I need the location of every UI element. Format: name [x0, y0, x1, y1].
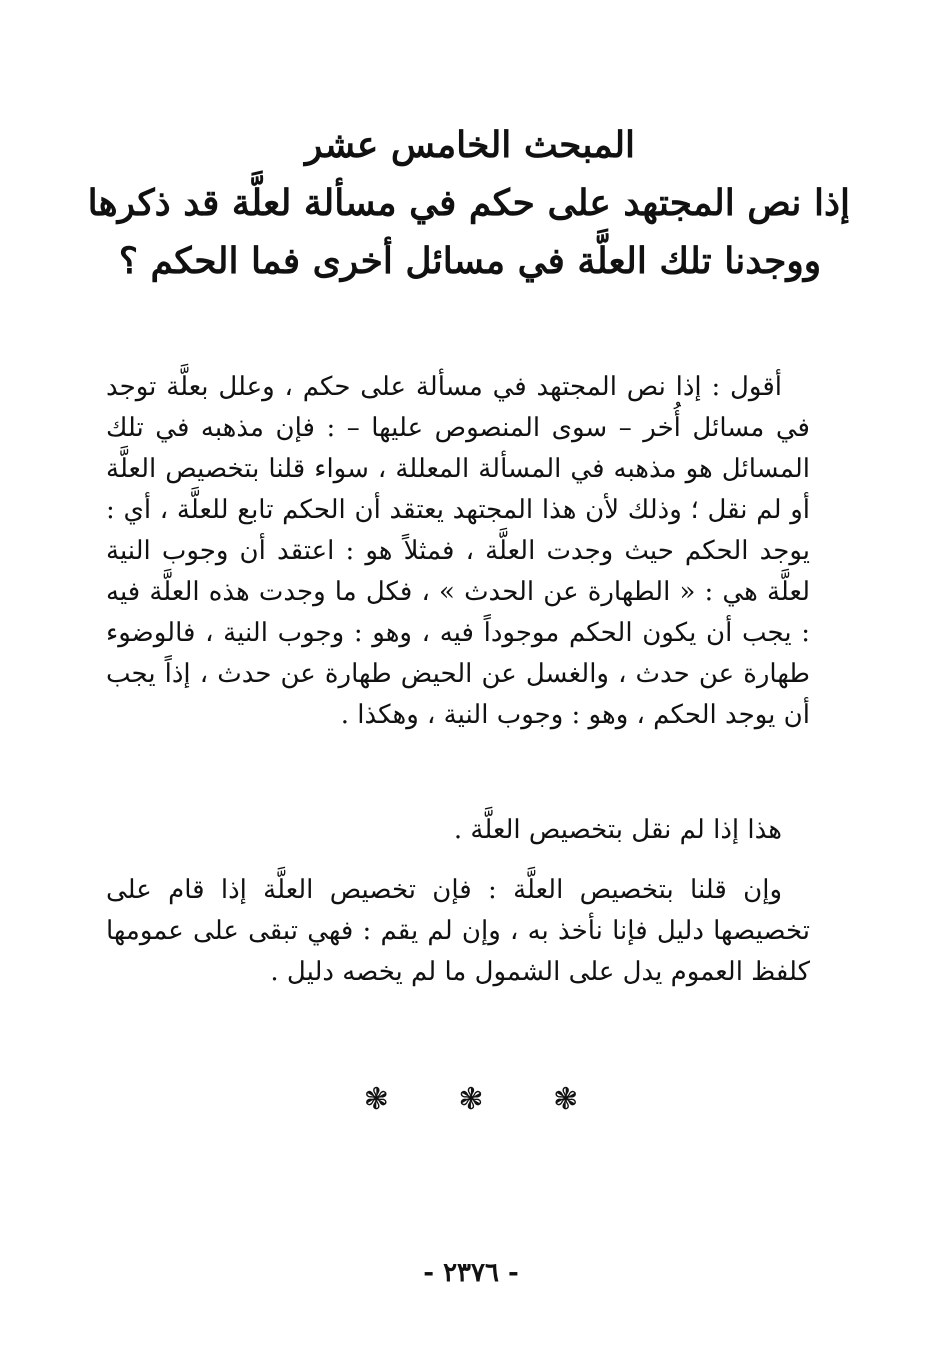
- section-separator: [0, 1082, 942, 1117]
- section-number-title: المبحث الخامس عشر: [304, 124, 636, 166]
- section-question-line-1: إذا نص المجتهد على حكم في مسألة لعلَّة قد ذكرها: [87, 182, 850, 224]
- separator-star-icon: ❃: [458, 1082, 484, 1117]
- section-question-line-2: ووجدنا تلك العلَّة في مسائل أخرى فما الحكم ؟: [118, 240, 822, 282]
- separator-star-icon: ❃: [363, 1082, 389, 1117]
- separator-star-icon: ❃: [553, 1082, 579, 1117]
- paragraph-condition: هذا إذا لم نقل بتخصيص العلَّة .: [453, 815, 782, 845]
- section-heading: [87, 116, 850, 290]
- paragraph-main: أقول : إذا نص المجتهد في مسألة على حكم ، وعلل بعلَّة توجد في مسائل أُخر – سوى المنصوص عليها – : فإن مذهبه في تلك المسائل هو مذهبه في المسألة المعللة ، سواء قلنا بتخصيص العلَّة أو لم نقل ؛ وذلك لأن هذا المجتهد يعتقد أن الحكم تابع للعلَّة ، أي : يوجد الحكم حيث وجدت العلَّة ، فمثلاً هو : اعتقد أن وجوب النية لعلَّة هي : « الطهارة عن الحدث » ، فكل ما وجدت هذه العلَّة فيه : يجب أن يكون الحكم موجوداً فيه ، وهو : وجوب النية ، فالوضوء طهارة عن حدث ، والغسل عن الحيض طهارة عن حدث ، إذاً يجب أن يوجد الحكم ، وهو : وجوب النية ، وهكذا .: [106, 372, 810, 730]
- paragraph-specification: وإن قلنا بتخصيص العلَّة : فإن تخصيص العلَّة إذا قام على تخصيصها دليل فإنا نأخذ به ، وإن لم يقم : فهي تبقى على عمومها كلفظ العموم يدل على الشمول ما لم يخصه دليل .: [106, 875, 810, 987]
- page-number: - ٢٣٧٦ -: [423, 1258, 519, 1288]
